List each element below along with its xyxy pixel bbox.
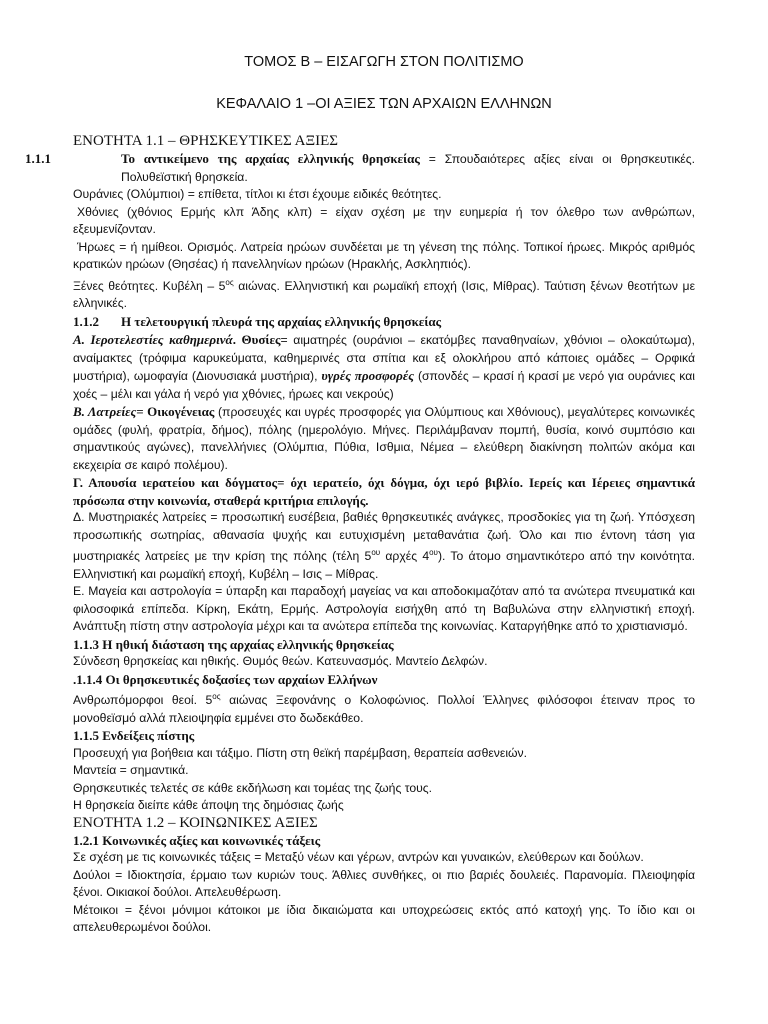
text-part: Δ. Μυστηριακές λατρείες = προσωπική ευσέβεια, βαθιές θρησκευτικές ανάγκες, προσδοκίες για τη ζωή. Υπόσχεση προσωπικής σωτηρίας, αθανασία ψυχής και ευτυχισμένη μεταθανάτια ζωή. Όλο και πιο έντονη τάση για μυστηριακές λατρείες με την κρίση της πόλης (τέλη 5	[73, 510, 695, 564]
section-number: 1.1.1	[25, 151, 51, 166]
paragraph-g-apousia: Γ. Απουσία ιερατείου και δόγματος= όχι ιερατείο, όχι δόγμα, όχι ιερό βιβλίο. Ιερείς και Ιέρειες σημαντικά πρόσωπα στην κοινωνία, σταθερά κριτήρια επιλογής.	[73, 475, 695, 508]
section-1-2-1-heading: 1.2.1 Κοινωνικές αξίες και κοινωνικές τάξεις	[73, 832, 321, 848]
section-1-1-4-text	[73, 688, 695, 727]
section-text: = Σπουδαιότερες αξίες είναι οι θρησκευτικές. Πολυθεϊστική θρησκεία.	[121, 152, 695, 184]
section-1-1-5-heading: 1.1.5 Ενδείξεις πίστης	[73, 728, 195, 744]
paragraph-social-classes: Σε σχέση με τις κοινωνικές τάξεις = Μεταξύ νέων και γέρων, αντρών και γυναικών, ελεύθερων και δούλων.	[73, 850, 644, 865]
superscript: ος	[212, 692, 221, 702]
paragraph-iroes: Ήρωες = ή ημίθεοι. Ορισμός. Λατρεία ηρώων συνδέεται με τη γένεση της πόλης. Τοπικοί ήρωες. Μικρός αριθμός κρατικών ηρώων (Θησέας) ή πανελληνίων ηρώων (Ηρακλής, Ασκληπιός).	[73, 239, 695, 271]
paragraph-xenes	[73, 274, 695, 313]
section-1-1-5-line: Η θρησκεία διείπε κάθε άποψη της δημόσιας ζωής	[73, 798, 344, 813]
text-part: αιώνας Ξεφονάνης ο Κολοφώνιος. Πολλοί Έλληνες φιλόσοφοι έτειναν προς το μονοθεϊσμό αλλά πλειοψηφία εμμένει στο δωδεκάθεο.	[73, 693, 695, 725]
section-1-1-5-line: Προσευχή για βοήθεια και τάξιμο. Πίστη στη θεϊκή παρέμβαση, θεραπεία ασθενειών.	[73, 745, 528, 760]
text-part: Ξένες θεότητες. Κυβέλη – 5	[73, 278, 226, 293]
paragraph-a-ierotelesties	[73, 331, 695, 403]
section-title: Το αντικείμενο της αρχαίας ελληνικής θρησκείας	[121, 151, 420, 166]
paragraph-chthonies: Χθόνιες (χθόνιος Ερμής κλπ Άδης κλπ) = είχαν σχέση με την ευημερία ή τον όλεθρο των ανθρώπων, εξευμενίζονταν.	[73, 204, 695, 236]
section-1-1-2	[73, 313, 695, 332]
paragraph-douloi: Δούλοι = Ιδιοκτησία, έρμαιο των κυριών τους. Άθλιες συνθήκες, οι πιο βαριές δουλειές. Παρανομία. Πλειοψηφία ξένοι. Οικιακοί δούλοι. Απελευθέρωση.	[73, 867, 695, 900]
section-1-1-5-line: Μαντεία = σημαντικά.	[73, 763, 189, 778]
volume-title: ΤΟΜΟΣ Β – ΕΙΣΑΓΩΓΗ ΣΤΟΝ ΠΟΛΙΤΙΣΜΟ	[244, 54, 524, 70]
text-part: Ανθρωπόμορφοι θεοί. 5	[73, 693, 213, 708]
keyword: υγρές προσφορές	[321, 368, 415, 384]
text-part: αρχές 4	[380, 549, 430, 564]
paragraph-label: Β. Λατρείες	[73, 404, 137, 420]
keyword: . Θυσίες	[232, 332, 281, 348]
superscript: ου	[371, 548, 381, 558]
text-part: = αιματηρές (ουράνιοι – εκατόμβες παναθηναίων, χθόνιοι – ολοκαύτωμα), αναίμακτες (τρόφιμα καρυκεύματα, καθημερινές στα σπίτια και εξ ολοκλήρου από κάποιες ομάδες – Ορφικά μυστήρια), ωμοφαγία (Διονυσιακά μυστήρια),	[73, 333, 695, 384]
section-1-1-3-text: Σύνδεση θρησκείας και ηθικής. Θυμός θεών. Κατευνασμός. Μαντείο Δελφών.	[73, 654, 488, 669]
paragraph-b-latreies	[73, 403, 695, 474]
section-1-1-5-line: Θρησκευτικές τελετές σε κάθε εκδήλωση και τομέας της ζωής τους.	[73, 780, 433, 795]
text-part: (σπονδές – κρασί ή κρασί με νερό για ουράνιες και χοές – μέλι και γάλα ή νερό για χθόνιες, ήρωες και νεκρούς)	[73, 369, 695, 401]
section-1-1-1	[25, 150, 695, 186]
paragraph-d-mystiriakes	[73, 509, 695, 583]
chapter-title: ΚΕΦΑΛΑΙΟ 1 –ΟΙ ΑΞΙΕΣ ΤΩΝ ΑΡΧΑΙΩΝ ΕΛΛΗΝΩΝ	[216, 96, 552, 112]
paragraph-e-mageia: Ε. Μαγεία και αστρολογία = ύπαρξη και παραδοχή μαγείας να και αποδοκιμαζόταν από τα ανώτερα πνευματικά και φιλοσοφικά επίπεδα. Κίρκη, Εκάτη, Ερμής. Αστρολογία εισήχθη από τη Βαβυλώνα στην ελληνιστική εποχή. Ανάπτυξη πίστη στην αστρολογία μέχρι και τα ανώτερα επίπεδα της κοινωνίας. Καταργήθηκε από το χριστιανισμό.	[73, 584, 695, 634]
paragraph-label: Α. Ιεροτελεστίες καθημερινά	[73, 332, 233, 348]
paragraph-ouranioi: Ουράνιες (Ολύμπιοι) = επίθετα, τίτλοι κι έτσι έχουμε ειδικές θεότητες.	[73, 187, 442, 201]
paragraph-metoikoi: Μέτοικοι = ξένοι μόνιμοι κάτοικοι με ίδια δικαιώματα και υποχρεώσεις εκτός από κατοχή γης. Το ίδιο και οι απελευθερωμένοι δούλοι.	[73, 902, 695, 935]
text-part: αιώνας. Ελληνιστική και ρωμαϊκή εποχή (Ισις, Μίθρας). Ταύτιση ξένων θεοτήτων με ελληνικές.	[73, 278, 695, 311]
unit-heading-1-1: ΕΝΟΤΗΤΑ 1.1 – ΘΡΗΣΚΕΥΤΙΚΕΣ ΑΞΙΕΣ	[73, 133, 339, 149]
section-title: Η τελετουργική πλευρά της αρχαίας ελληνικής θρησκείας	[121, 313, 442, 329]
keyword: = Οικογένειας	[136, 404, 215, 420]
text-part: (προσευχές και υγρές προσφορές για Ολύμπιους και Χθόνιους), μεγαλύτερες κοινωνικές ομάδες (φυλή, φρατρία, δήμος), πόλης (ημερολόγιο. Μήνες. Περιλάμβαναν πομπή, θυσία, κοινό συμπόσιο και σημαντικούς αγώνες), πανελλήνιες (Ολύμπια, Πύθια, Ισθμια, Νέμεα – ελεύθερη διακίνηση πολιτών ακόμα και εκεχειρία σε καιρό πολέμου).	[73, 405, 695, 472]
section-1-1-4-heading: .1.1.4 Οι θρησκευτικές δοξασίες των αρχαίων Ελλήνων	[73, 671, 378, 687]
section-number: 1.1.2	[73, 313, 99, 329]
superscript: ου	[429, 548, 438, 558]
section-1-1-3-heading: 1.1.3 Η ηθική διάσταση της αρχαίας ελληνικής θρησκείας	[73, 636, 394, 652]
superscript: ος	[225, 277, 234, 287]
unit-heading-1-2: ΕΝΟΤΗΤΑ 1.2 – ΚΟΙΝΩΝΙΚΕΣ ΑΞΙΕΣ	[73, 814, 318, 831]
text-part: ). Το άτομο σημαντικότερο από την κοινότητα. Ελληνιστική και ρωμαϊκή εποχή, Κυβέλη – Ισις – Μίθρας.	[73, 549, 695, 581]
